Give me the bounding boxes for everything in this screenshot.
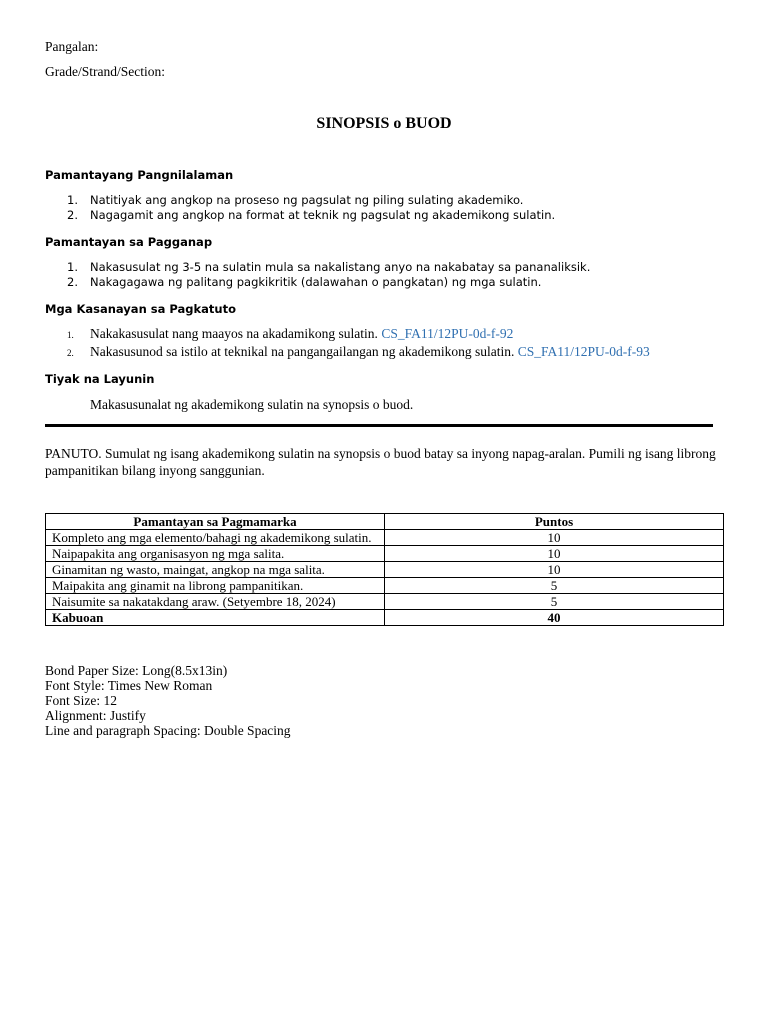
heading-layunin: Tiyak na Layunin (45, 372, 155, 386)
points-cell: 10 (385, 530, 724, 546)
spec-line: Font Style: Times New Roman (45, 678, 213, 693)
list-item (67, 275, 542, 290)
competency-text: Nakasusunod sa istilo at teknikal na pangangailangan ng akademikong sulatin. (90, 344, 515, 359)
spec-line: Line and paragraph Spacing: Double Spacing (45, 723, 291, 738)
list-item (67, 193, 524, 208)
instructions-paragraph: PANUTO. Sumulat ng isang akademikong sulatin na synopsis o buod batay sa inyong napag-aralan. Pumili ng isang librong pampanitikan bilang inyong sanggunian. (45, 446, 716, 478)
list-item-text: Natitiyak ang angkop na proseso ng pagsulat ng piling sulating akademiko. (90, 193, 524, 207)
spec-line: Font Size: 12 (45, 693, 118, 708)
criterion-cell: Maipakita ang ginamit na librong pampanitikan. (46, 578, 385, 594)
list-item (67, 326, 514, 343)
table-total-row (46, 610, 724, 626)
list-item (67, 260, 591, 275)
table-row (46, 530, 724, 546)
objective-text: Makasusunalat ng akademikong sulatin na synopsis o buod. (90, 397, 414, 412)
points-cell: 5 (385, 594, 724, 610)
list-item-text: Nakagagawa ng palitang pagkikritik (dalawahan o pangkatan) ng mga sulatin. (90, 275, 542, 289)
points-cell: 10 (385, 562, 724, 578)
page-title: SINOPSIS o BUOD (316, 115, 452, 132)
spec-line: Alignment: Justify (45, 708, 146, 723)
heading-pangnilalaman: Pamantayang Pangnilalaman (45, 168, 234, 182)
table-row (46, 594, 724, 610)
list-number: 1. (67, 330, 74, 340)
list-number: 2. (67, 208, 78, 222)
list-number: 2. (67, 275, 78, 289)
criterion-cell: Kompleto ang mga elemento/bahagi ng akademikong sulatin. (46, 530, 385, 546)
rubric-table (45, 513, 724, 626)
grade-label: Grade/Strand/Section: (45, 64, 165, 79)
list-item-text (90, 326, 513, 342)
competency-text: Nakakasusulat nang maayos na akadamikong sulatin. (90, 326, 378, 341)
name-label: Pangalan: (45, 39, 99, 54)
criterion-cell: Naisumite sa nakatakdang araw. (Setyembre 18, 2024) (46, 594, 385, 610)
spec-line: Bond Paper Size: Long(8.5x13in) (45, 663, 228, 678)
list-number: 1. (67, 193, 78, 207)
criterion-cell: Ginamitan ng wasto, maingat, angkop na mga salita. (46, 562, 385, 578)
total-label: Kabuoan (46, 610, 385, 626)
competency-code: CS_FA11/12PU-0d-f-93 (517, 344, 650, 359)
table-row (46, 578, 724, 594)
format-specs (45, 663, 291, 738)
points-cell: 5 (385, 578, 724, 594)
table-header-row (46, 514, 724, 530)
horizontal-rule (45, 424, 713, 427)
list-number: 2. (67, 348, 74, 358)
list-item-text (90, 344, 650, 360)
list-item-text: Nakasusulat ng 3-5 na sulatin mula sa nakalistang anyo na nakabatay sa pananaliksik. (90, 260, 591, 274)
total-points: 40 (385, 610, 724, 626)
table-row (46, 546, 724, 562)
list-number: 1. (67, 260, 78, 274)
list-item-text: Nagagamit ang angkop na format at teknik ng pagsulat ng akademikong sulatin. (90, 208, 556, 222)
criterion-cell: Naipapakita ang organisasyon ng mga salita. (46, 546, 385, 562)
points-cell: 10 (385, 546, 724, 562)
heading-kasanayan: Mga Kasanayan sa Pagkatuto (45, 302, 236, 316)
table-row (46, 562, 724, 578)
column-header-points: Puntos (385, 514, 724, 530)
heading-pagganap: Pamantayan sa Pagganap (45, 235, 213, 249)
list-item (67, 344, 650, 361)
column-header-criteria: Pamantayan sa Pagmamarka (46, 514, 385, 530)
list-item (67, 208, 556, 223)
competency-code: CS_FA11/12PU-0d-f-92 (381, 326, 514, 341)
